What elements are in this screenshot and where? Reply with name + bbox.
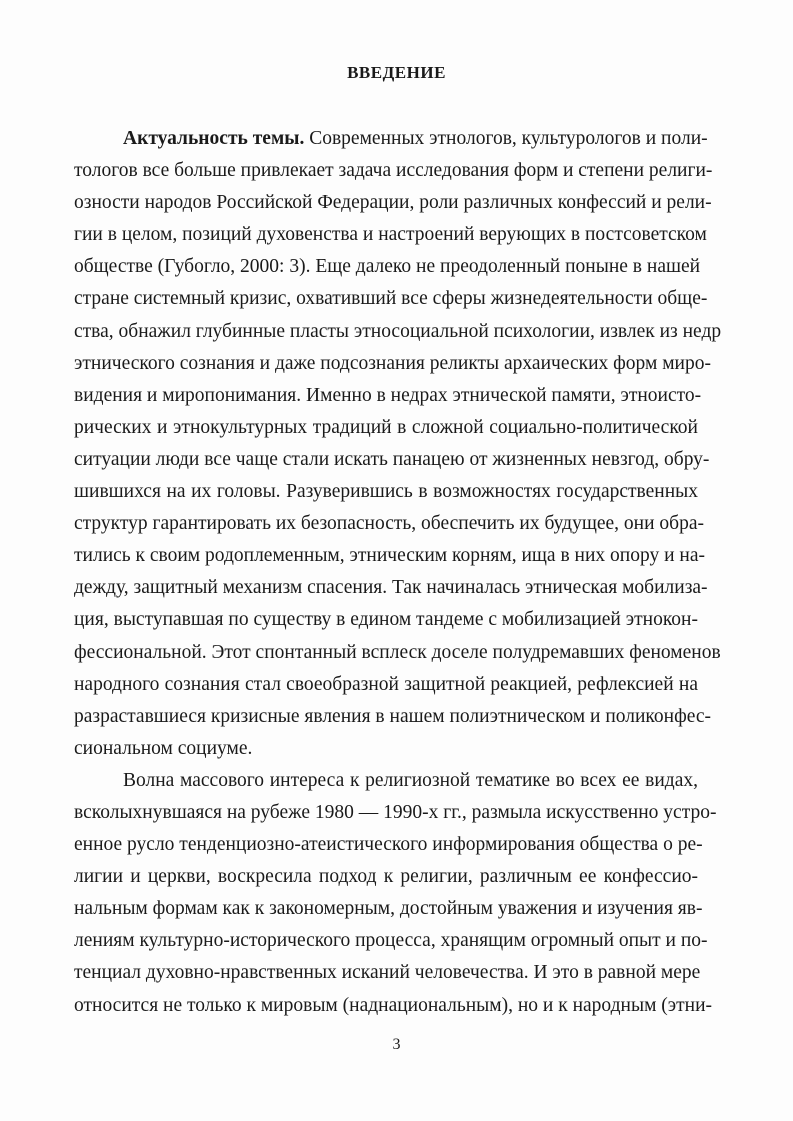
text-line: народного сознания стал своеобразной защитной реакцией, рефлексией на <box>74 673 698 695</box>
page-number: 3 <box>392 1036 401 1053</box>
text-line: разраставшиеся кризисные явления в нашем полиэтническом и поликонфес- <box>74 705 712 727</box>
document-body <box>74 123 722 1022</box>
text-line: тились к своим родоплеменным, этническим корням, ища в них опору и на- <box>74 545 705 567</box>
text-line: ция, выступавшая по существу в едином тандеме с мобилизацией этнокон- <box>74 609 698 631</box>
text-line: обществе (Губогло, 2000: 3). Еще далеко не преодоленный поныне в нашей <box>74 256 701 278</box>
text-line: енное русло тенденциозно-атеистического информирования общества о ре- <box>74 834 703 856</box>
text-line: шившихся на их головы. Разуверившись в возможностях государственных <box>74 481 698 503</box>
text-line: нальным формам как к закономерным, достойным уважения и изучения яв- <box>74 898 703 920</box>
paragraph-2-line-1: Волна массового интереса к религиозной тематике во всех ее видах, <box>123 769 698 791</box>
text-line: всколыхнувшаяся на рубеже 1980 — 1990-х гг., размыла искусственно устро- <box>74 801 717 823</box>
page-title: ВВЕДЕНИЕ <box>347 63 446 82</box>
text-line: ства, обнажил глубинные пласты этносоциальной психологии, извлек из недр <box>74 320 722 342</box>
text-line: стране системный кризис, охвативший все сферы жизнедеятельности обще- <box>74 288 708 310</box>
text-line: ситуации люди все чаще стали искать панацею от жизненных невзгод, обру- <box>74 448 710 470</box>
text-line: гии в целом, позиций духовенства и настроений верующих в постсоветском <box>74 224 707 246</box>
text-line: видения и миропонимания. Именно в недрах этнической памяти, этноисто- <box>74 384 702 406</box>
text-line: лениям культурно-исторического процесса, хранящим огромный опыт и по- <box>74 930 708 952</box>
text-line: рических и этнокультурных традиций в сложной социально-политической <box>74 416 698 438</box>
text-line: дежду, защитный механизм спасения. Так начиналась этническая мобилиза- <box>74 577 708 599</box>
paragraph-lead: Актуальность темы. <box>123 128 305 149</box>
paragraph-1-line-1 <box>74 123 708 155</box>
text-line: озности народов Российской Федерации, роли различных конфессий и рели- <box>74 192 712 214</box>
text-line: сиональном социуме. <box>74 737 253 759</box>
text-line: фессиональной. Этот спонтанный всплеск доселе полудремавших феноменов <box>74 641 721 663</box>
text-line: лигии и церкви, воскресила подход к религии, различным ее конфессио- <box>74 866 698 888</box>
text-line: тологов все больше привлекает задача исследования форм и степени религи- <box>74 160 713 182</box>
text-line: этнического сознания и даже подсознания реликты архаических форм миро- <box>74 352 711 374</box>
text-line: Современных этнологов, культурологов и поли- <box>304 128 708 149</box>
text-line: тенциал духовно-нравственных исканий человечества. И это в равной мере <box>74 962 701 984</box>
text-line: структур гарантировать их безопасность, обеспечить их будущее, они обра- <box>74 513 704 535</box>
text-line: относится не только к мировым (наднациональным), но и к народным (этни- <box>74 994 713 1016</box>
